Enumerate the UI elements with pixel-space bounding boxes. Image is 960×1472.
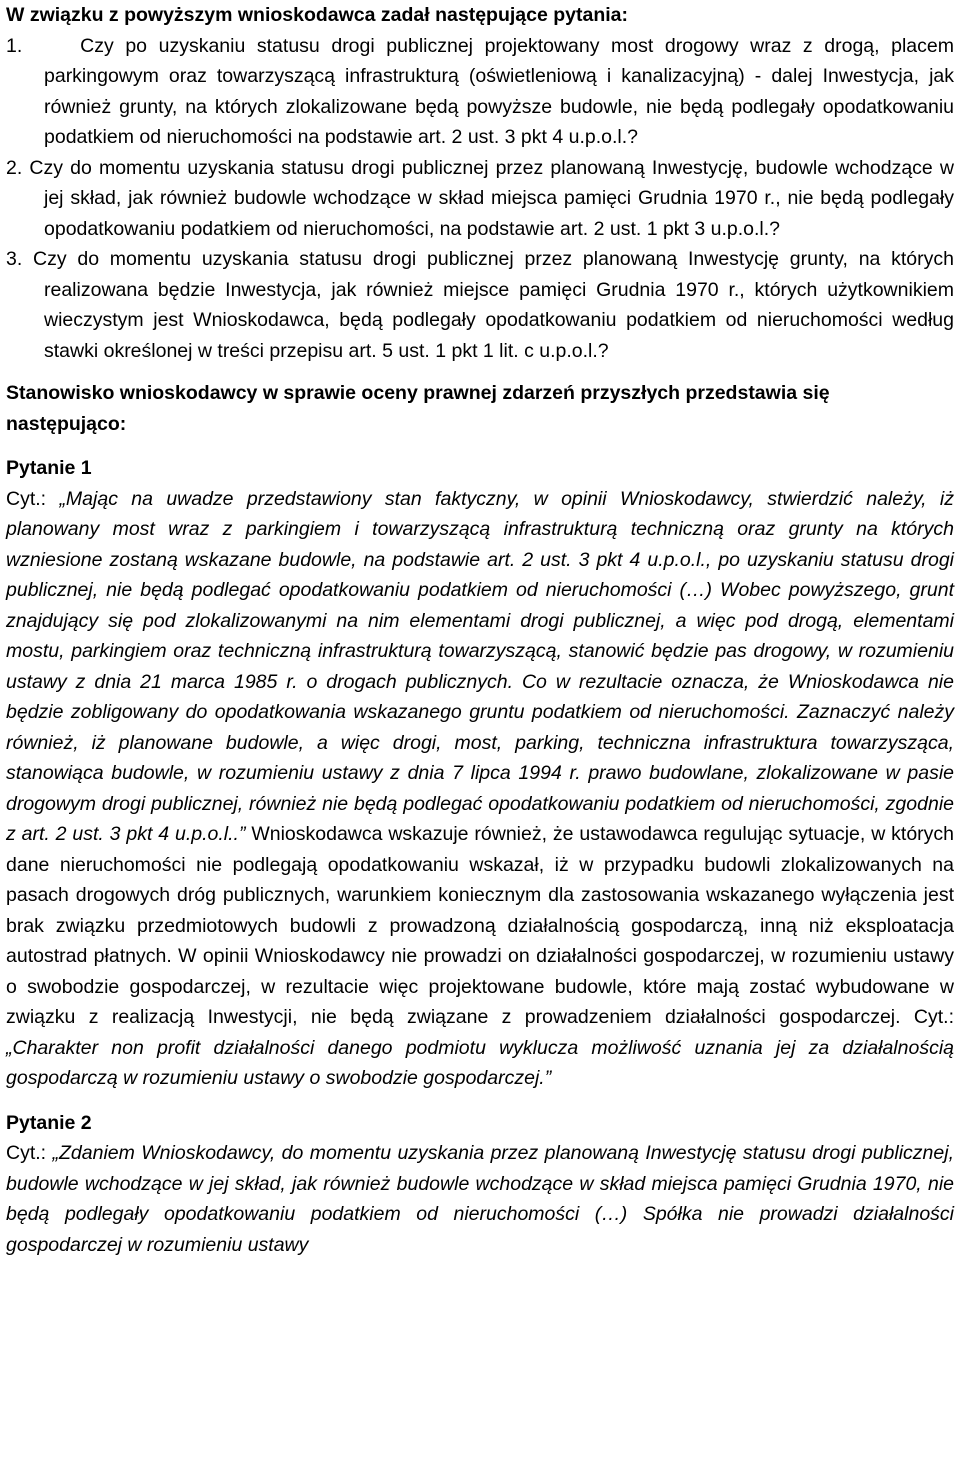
- question-2: [6, 153, 954, 245]
- pytanie-2-quote: „Zdaniem Wnioskodawcy, do momentu uzyskania przez planowaną Inwestycję statusu drogi publicznej, budowle wchodzące w jej skład, jak również budowle wchodzące w skład miejsca pamięci Grudnia 1970, nie będą podlegały opodatkowaniu podatkiem od nieruchomości (…) Spółka nie prowadzi działalności gospodarczej w rozumieniu ustawy: [6, 1142, 954, 1256]
- question-2-number: 2.: [6, 156, 23, 179]
- pytanie-1-title: Pytanie 1: [6, 457, 92, 479]
- position-section-title: Stanowisko wnioskodawcy w sprawie oceny prawnej zdarzeń przyszłych przedstawia się następująco:: [6, 382, 830, 435]
- question-1-number: 1.: [6, 34, 23, 57]
- question-1: [6, 31, 954, 153]
- pytanie-1-quote-2: „Charakter non profit działalności danego podmiotu wyklucza możliwość uznania jej za działalnością gospodarczą w rozumieniu ustawy o swobodzie gospodarczej.”: [6, 1036, 954, 1089]
- pytanie-1-quote: „Mając na uwadze przedstawiony stan faktyczny, w opinii Wnioskodawcy, stwierdzić należy, iż planowany most wraz z parkingiem i towarzyszącą infrastrukturą techniczną oraz grunty na których wzniesione zostaną wskazane budowle, na podstawie art. 2 ust. 3 pkt 4 u.p.o.l., po uzyskaniu statusu drogi publicznej, nie będą podlegać opodatkowaniu podatkiem od nieruchomości (…) Wobec powyższego, grunt znajdujący się pod zlokalizowanymi na nim elementami drogi publicznej, a więc pod drogą, elementami mostu, parkingiem oraz techniczną infrastrukturą towarzyszącą, stanowić będzie pas drogowy, w rozumieniu ustawy z dnia 21 marca 1985 r. o drogach publicznych. Co w rezultacie oznacza, że Wnioskodawca nie będzie zobligowany do opodatkowania wskazanego gruntu podatkiem od nieruchomości. Zaznaczyć należy również, iż planowane budowle, a więc drogi, most, parking, techniczna infrastruktura towarzysząca, stanowiąca budowle, w rozumieniu ustawy z dnia 7 lipca 1994 r. prawo budowlane, zlokalizowane w pasie drogowym drogi publicznej, również nie będą podlegać opodatkowaniu podatkiem od nieruchomości, zgodnie z art. 2 ust. 3 pkt 4 u.p.o.l..”: [6, 487, 954, 845]
- pytanie-2-title: Pytanie 2: [6, 1111, 92, 1134]
- pytanie-1-cyt-prefix: Cyt.:: [6, 487, 60, 510]
- pytanie-1-plain: Wnioskodawca wskazuje również, że ustawodawca regulując sytuacje, w których dane nieruchomości nie podlegają opodatkowaniu wskazał, iż w przypadku budowli zlokalizowanych na pasach drogowych dróg publicznych, warunkiem koniecznym dla zastosowania wskazanego wyłączenia jest brak związku przedmiotowych budowli z prowadzoną działalnością gospodarczą, inną niż eksploatacja autostrad płatnych. W opinii Wnioskodawcy nie prowadzi on działalności gospodarczej, w rozumieniu ustawy o swobodzie gospodarczej, w rezultacie więc projektowane budowle, które mają zostać wybudowane w związku z realizacją Inwestycji, nie będą związane z prowadzeniem działalności gospodarczej. Cyt.:: [6, 823, 954, 1028]
- question-3-number: 3.: [6, 248, 23, 270]
- document-heading: W związku z powyższym wnioskodawca zadał następujące pytania:: [6, 4, 629, 26]
- question-1-text: Czy po uzyskaniu statusu drogi publicznej projektowany most drogowy wraz z drogą, placem parkingowym oraz towarzyszącą infrastrukturą (oświetleniową i kanalizacyjną) - dalej Inwestycja, jak również grunty, na których zlokalizowane będą powyższe budowle, nie będą podlegały opodatkowaniu podatkiem od nieruchomości na podstawie art. 2 ust. 3 pkt 4 u.p.o.l.?: [44, 34, 954, 148]
- pytanie-2-cyt-prefix: Cyt.:: [6, 1142, 53, 1164]
- pytanie-2-body: [6, 1138, 954, 1260]
- question-3-text: Czy do momentu uzyskania statusu drogi publicznej przez planowaną Inwestycję grunty, na których realizowana będzie Inwestycja, jak również miejsce pamięci Grudnia 1970 r., których użytkownikiem wieczystym jest Wnioskodawca, będą podlegały opodatkowaniu podatkiem od nieruchomości według stawki określonej w treści przepisu art. 5 ust. 1 pkt 1 lit. c u.p.o.l.?: [33, 248, 954, 362]
- pytanie-1-body: [6, 484, 954, 1094]
- question-2-text: Czy do momentu uzyskania statusu drogi publicznej przez planowaną Inwestycję, budowle wchodzące w jej skład, jak również budowle wchodzące w skład miejsca pamięci Grudnia 1970 r., nie będą podlegały opodatkowaniu podatkiem od nieruchomości, na podstawie art. 2 ust. 1 pkt 3 u.p.o.l.?: [29, 156, 954, 240]
- question-3: [6, 244, 954, 366]
